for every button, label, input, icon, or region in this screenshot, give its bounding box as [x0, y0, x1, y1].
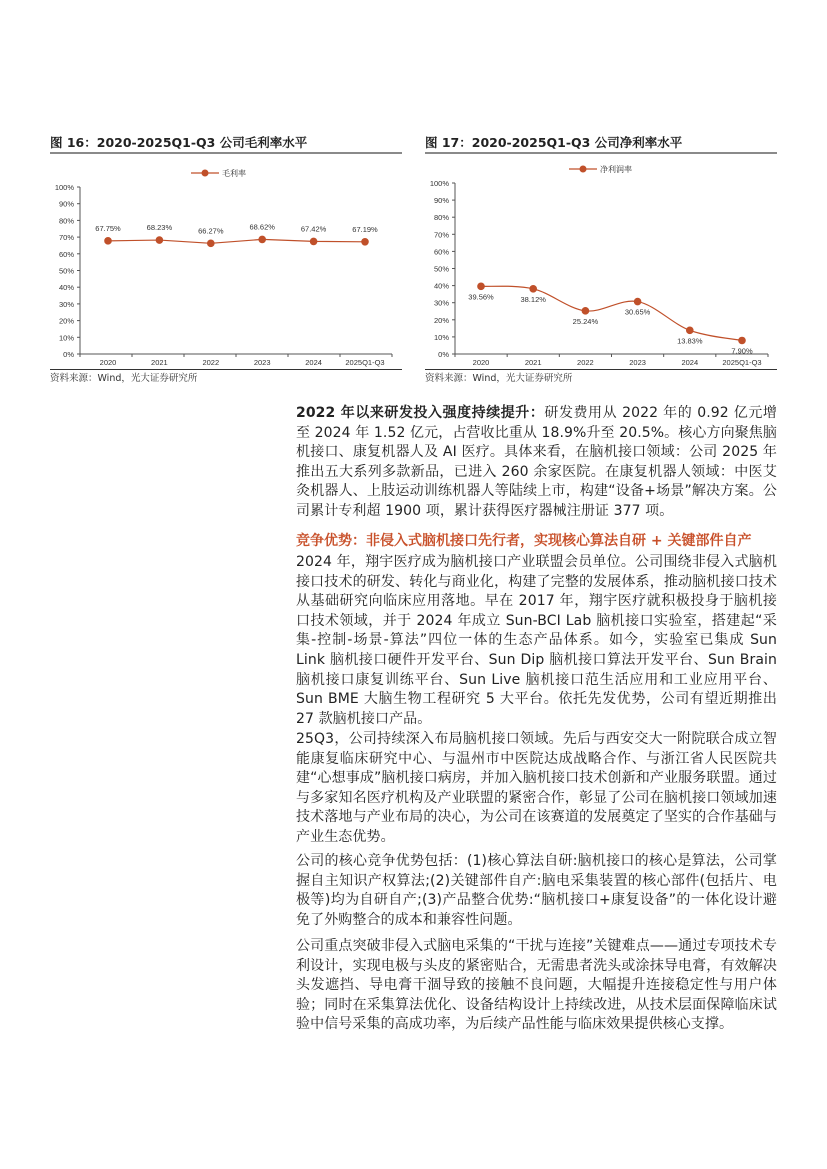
data-point	[634, 298, 642, 306]
figure-16-source: 资料来源：Wind，光大证券研究所	[50, 373, 198, 384]
data-label: 7.90%	[731, 346, 753, 356]
y-tick-label: 100%	[54, 183, 74, 192]
data-label: 66.27%	[198, 226, 224, 236]
y-tick-label: 60%	[433, 247, 449, 257]
y-tick-label: 20%	[433, 315, 449, 325]
data-label: 67.42%	[300, 224, 327, 234]
data-point	[529, 285, 537, 293]
y-tick-label: 0%	[63, 350, 74, 359]
legend-label: 毛利率	[222, 169, 246, 178]
data-label: 38.12%	[520, 294, 546, 304]
data-label: 25.24%	[572, 316, 599, 326]
paragraph-text: 研发费用从 2022 年的 0.92 亿元增至 2024 年 1.52 亿元，占营收比重从 18.9%升至 20.5%。核心方向聚焦脑机接口、康复机器人及 AI 医疗。具体来看，在脑机接口领域：公司 2025 年推出五大系列多款新品，已进入 260 余家医院。在康复机器人领域：中医艾灸机器人、上肢运动训练机器人等陆续上市，构建“设备+场景”解决方案。公司累计专利超 1900 项，累计获得医疗器械注册证 377 项。	[296, 405, 777, 519]
section-heading: 竞争优势：非侵入式脑机接口先行者，实现核心算法自研 + 关键部件自产	[296, 533, 752, 549]
y-tick-label: 0%	[438, 350, 449, 359]
paragraph-bci-alliance: 2024 年，翔宇医疗成为脑机接口产业联盟会员单位。公司围绕非侵入式脑机接口技术的研发、转化与商业化，构建了完整的发展体系，推动脑机接口技术从基础研究向临床应用落地。早在 2017 年，翔宇医疗就积极投身于脑机接口技术领域，并于 2024 年成立 Sun-BCI Lab 脑机接口实验室，搭建起“采集-控制-场景-算法”四位一体的生态产品体系。如今，实验室已集成 Sun Link 脑机接口硬件开发平台、Sun Dip 脑机接口算法开发平台、Sun Brain 脑机接口康复训练平台、Sun Live 脑机接口范生活应用和工业应用平台、Sun BME 大脑生物工程研究 5 大平台。依托先发优势，公司有望近期推出 27 款脑机接口产品。	[296, 554, 777, 727]
data-point	[258, 236, 266, 244]
y-tick-label: 90%	[433, 196, 449, 206]
data-point	[104, 237, 112, 245]
y-tick-label: 70%	[433, 230, 449, 240]
paragraph-eeg-breakthrough: 公司重点突破非侵入式脑电采集的“干扰与连接”关键难点——通过专项技术专利设计，实现电极与头皮的紧密贴合，无需患者洗头或涂抹导电膏，有效解决头发遮挡、导电膏干涸导致的接触不良问题，大幅提升连接稳定性与用户体验；同时在采集算法优化、设备结构设计上持续改进，从技术层面保障临床试验中信号采集的高成功率，为后续产品性能与临床效果提供核心支撑。	[296, 938, 777, 1033]
data-point	[361, 238, 369, 246]
y-tick-label: 70%	[58, 233, 74, 243]
charts-canvas	[0, 0, 827, 400]
y-tick-label: 90%	[58, 199, 74, 209]
data-label: 68.62%	[249, 222, 275, 232]
y-tick-label: 10%	[58, 333, 74, 343]
y-tick-label: 100%	[429, 179, 449, 188]
data-point	[582, 307, 590, 315]
y-tick-label: 30%	[58, 299, 74, 309]
data-label: 13.83%	[677, 336, 703, 346]
x-tick-label: 2023	[253, 358, 271, 367]
paragraph-core-advantages: 公司的核心竞争优势包括：(1)核心算法自研:脑机接口的核心是算法，公司掌握自主知识产权算法;(2)关键部件自产:脑电采集装置的核心部件(包括片、电极等)均为自研自产;(3)产品整合优势:“脑机接口+康复设备”的一体化设计避免了外购整合的成本和兼容性问题。	[296, 853, 777, 928]
y-tick-label: 40%	[58, 283, 74, 293]
data-label: 39.56%	[468, 292, 494, 302]
legend-label: 净利润率	[600, 165, 632, 174]
y-tick-label: 80%	[58, 216, 74, 226]
y-tick-label: 10%	[433, 332, 449, 342]
y-tick-label: 30%	[433, 298, 449, 308]
series-line	[108, 239, 365, 243]
data-label: 30.65%	[624, 307, 651, 317]
data-label: 67.19%	[352, 224, 378, 234]
x-tick-label: 2021	[151, 358, 168, 367]
y-tick-label: 20%	[58, 316, 74, 326]
figure-17-source: 资料来源：Wind，光大证券研究所	[425, 373, 573, 384]
data-point	[156, 236, 164, 244]
x-tick-label: 2020	[99, 358, 117, 367]
paragraph-lead: 2022 年以来研发投入强度持续提升：	[296, 405, 545, 421]
data-point	[738, 337, 746, 345]
x-tick-label: 2025Q1-Q3	[722, 358, 762, 367]
legend-marker	[580, 166, 587, 173]
x-tick-label: 2023	[629, 358, 646, 367]
data-point	[310, 238, 318, 246]
y-tick-label: 40%	[433, 281, 449, 291]
figure-16-title: 图 16：2020-2025Q1-Q3 公司毛利率水平	[50, 135, 308, 150]
data-label: 68.23%	[146, 223, 173, 233]
x-tick-label: 2021	[524, 358, 542, 367]
data-label: 67.75%	[95, 223, 121, 233]
paragraph-rd-investment	[296, 404, 777, 522]
y-tick-label: 80%	[433, 213, 449, 223]
y-tick-label: 50%	[58, 266, 74, 276]
y-tick-label: 60%	[58, 249, 74, 259]
data-point	[207, 240, 215, 248]
data-point	[686, 327, 694, 335]
y-tick-label: 50%	[433, 264, 449, 274]
legend-marker	[202, 170, 209, 177]
x-tick-label: 2024	[305, 358, 322, 367]
x-tick-label: 2020	[472, 358, 490, 367]
paragraph-25q3: 25Q3，公司持续深入布局脑机接口领域。先后与西安交大一附院联合成立智能康复临床研究中心、与温州市中医院达成战略合作、与浙江省人民医院共建“心想事成”脑机接口病房，并加入脑机接口技术创新和产业服务联盟。通过与多家知名医疗机构及产业联盟的紧密合作，彰显了公司在脑机接口领域加速技术落地与产业布局的决心，为公司在该赛道的发展奠定了坚实的合作基础与产业生态优势。	[296, 731, 777, 845]
x-tick-label: 2025Q1-Q3	[345, 358, 385, 367]
x-tick-label: 2022	[577, 358, 594, 367]
figure-17-title: 图 17：2020-2025Q1-Q3 公司净利率水平	[425, 135, 683, 150]
x-tick-label: 2022	[202, 358, 220, 367]
x-tick-label: 2024	[681, 358, 699, 367]
data-point	[477, 283, 485, 291]
